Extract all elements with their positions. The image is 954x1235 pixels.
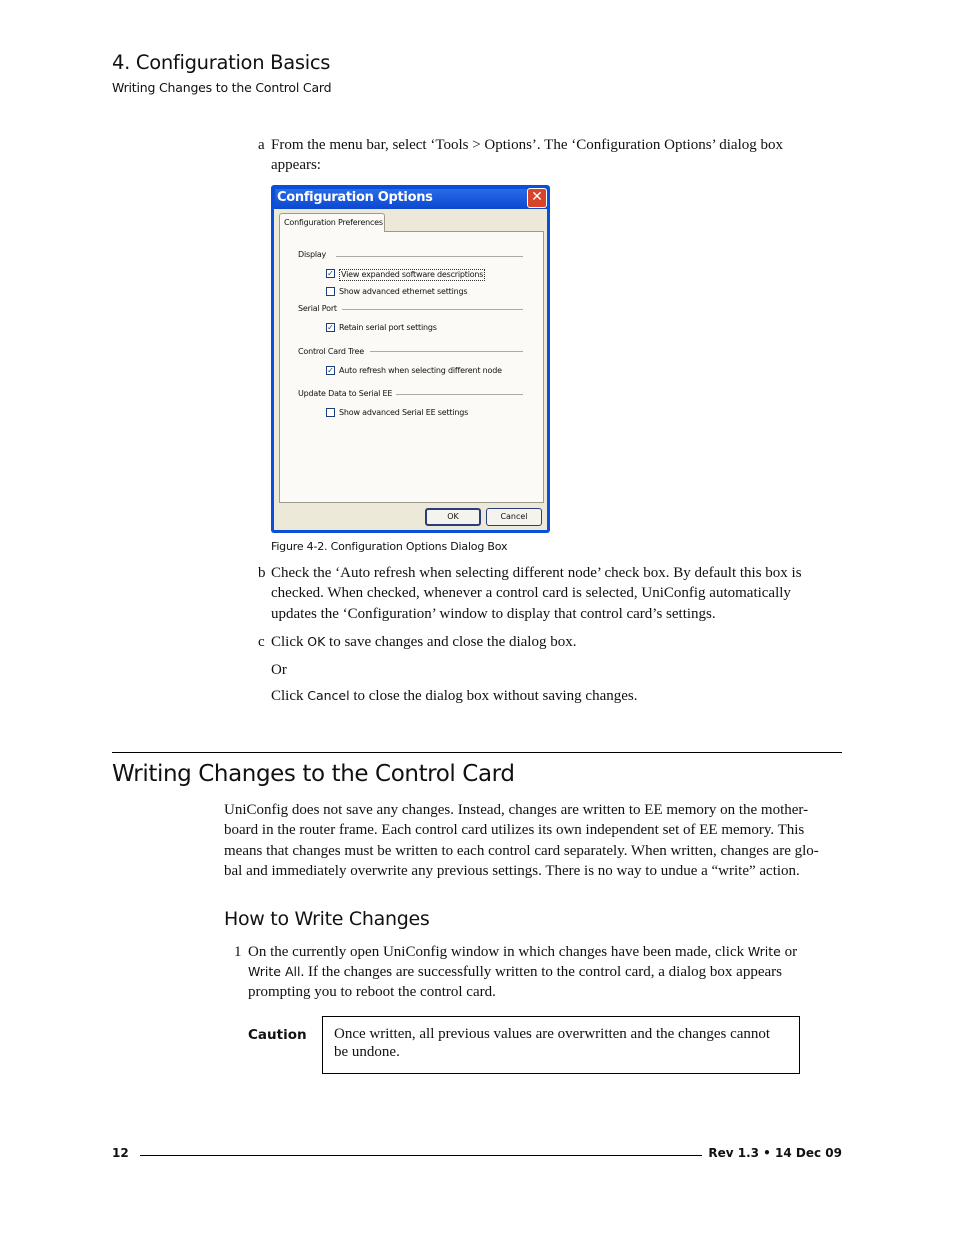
footer-rule <box>140 1155 702 1156</box>
step-b-letter: b <box>258 565 266 581</box>
step-c2-line <box>271 686 637 707</box>
option-auto-refresh-label: Auto refresh when selecting different node <box>339 366 502 375</box>
step-a-line1: From the menu bar, select ‘Tools > Options’. The ‘Configuration Options’ dialog box <box>271 137 784 153</box>
subheading: How to Write Changes <box>224 908 430 930</box>
write-reference: Write <box>747 944 781 959</box>
step-c-post: to save changes and close the dialog box. <box>325 634 577 650</box>
option-show-advanced-ethernet-label: Show advanced ethernet settings <box>339 287 468 296</box>
step-1-line2-post: . If the changes are successfully written to the control card, a dialog box appears <box>300 964 782 980</box>
checkbox-view-expanded[interactable]: ✓ <box>327 269 334 278</box>
step-b-line3: updates the ‘Configuration’ window to display that control card’s settings. <box>271 606 716 622</box>
section-heading: Writing Changes to the Control Card <box>112 761 515 787</box>
group-update-data-label: Update Data to Serial EE <box>298 389 393 398</box>
caution-line1: Once written, all previous values are overwritten and the changes cannot <box>334 1026 771 1042</box>
cancel-reference: Cancel <box>307 688 350 703</box>
group-display-label: Display <box>298 250 327 259</box>
group-divider <box>336 256 523 257</box>
section-para-line2: board in the router frame. Each control card utilizes its own independent set of EE memory. This <box>224 822 805 838</box>
step-c-line <box>271 632 576 653</box>
step-1-number: 1 <box>234 944 242 960</box>
option-retain-serial-label: Retain serial port settings <box>339 323 437 332</box>
checkbox-retain-serial[interactable]: ✓ <box>327 323 334 332</box>
step-b-line2: checked. When checked, whenever a control card is selected, UniConfig automatically <box>271 585 791 601</box>
step-b-line1: Check the ‘Auto refresh when selecting different node’ check box. By default this box is <box>271 565 802 581</box>
group-serial-port-label: Serial Port <box>298 304 337 313</box>
section-para-line1: UniConfig does not save any changes. Instead, changes are written to EE memory on the mother- <box>224 802 809 818</box>
chapter-title: 4. Configuration Basics <box>112 51 331 74</box>
checkbox-show-advanced-serial-ee[interactable] <box>326 408 335 417</box>
caution-label: Caution <box>248 1027 307 1043</box>
group-divider <box>342 309 523 310</box>
step-a-line2: appears: <box>271 157 321 173</box>
section-para-line3: means that changes must be written to each control card separately. When written, changes are glo- <box>224 843 819 859</box>
write-all-reference: Write All <box>248 964 301 979</box>
tab-configuration-preferences[interactable]: Configuration Preferences <box>279 213 385 232</box>
step-1-line1 <box>248 942 797 963</box>
section-para-line4: bal and immediately overwrite any previous settings. There is no way to undue a “write” action. <box>224 863 800 879</box>
checkbox-auto-refresh[interactable]: ✓ <box>327 366 334 375</box>
revision-label: Rev 1.3 • 14 Dec 09 <box>708 1146 842 1160</box>
ok-button[interactable]: OK <box>425 508 481 526</box>
ok-reference: OK <box>307 634 326 649</box>
running-subtitle: Writing Changes to the Control Card <box>112 80 332 95</box>
step-1-line1-pre: On the currently open UniConfig window in which changes have been made, click <box>248 944 748 960</box>
section-rule <box>112 752 842 753</box>
step-1-line1-post: or <box>780 944 798 960</box>
cancel-button[interactable]: Cancel <box>486 508 542 526</box>
close-icon[interactable]: ✕ <box>527 188 547 208</box>
step-c2-post: to close the dialog box without saving changes. <box>349 688 638 704</box>
caution-box <box>322 1016 800 1074</box>
caution-line2: be undone. <box>334 1044 400 1060</box>
step-1-line2 <box>248 962 782 983</box>
checkbox-show-advanced-ethernet[interactable] <box>326 287 335 296</box>
step-c2-pre: Click <box>271 688 308 704</box>
step-c-letter: c <box>258 634 265 650</box>
group-divider <box>396 394 523 395</box>
step-1-line3: prompting you to reboot the control card. <box>248 984 496 1000</box>
or-text: Or <box>271 662 287 678</box>
figure-caption: Figure 4-2. Configuration Options Dialog Box <box>271 540 508 553</box>
group-divider <box>370 351 523 352</box>
dialog-title: Configuration Options <box>277 190 433 205</box>
option-view-expanded-label: View expanded software descriptions <box>341 270 484 279</box>
group-control-card-tree-label: Control Card Tree <box>298 347 364 356</box>
page-number: 12 <box>112 1146 129 1160</box>
option-show-advanced-serial-ee-label: Show advanced Serial EE settings <box>339 408 469 417</box>
step-c-pre: Click <box>271 634 308 650</box>
step-a-letter: a <box>258 137 265 153</box>
